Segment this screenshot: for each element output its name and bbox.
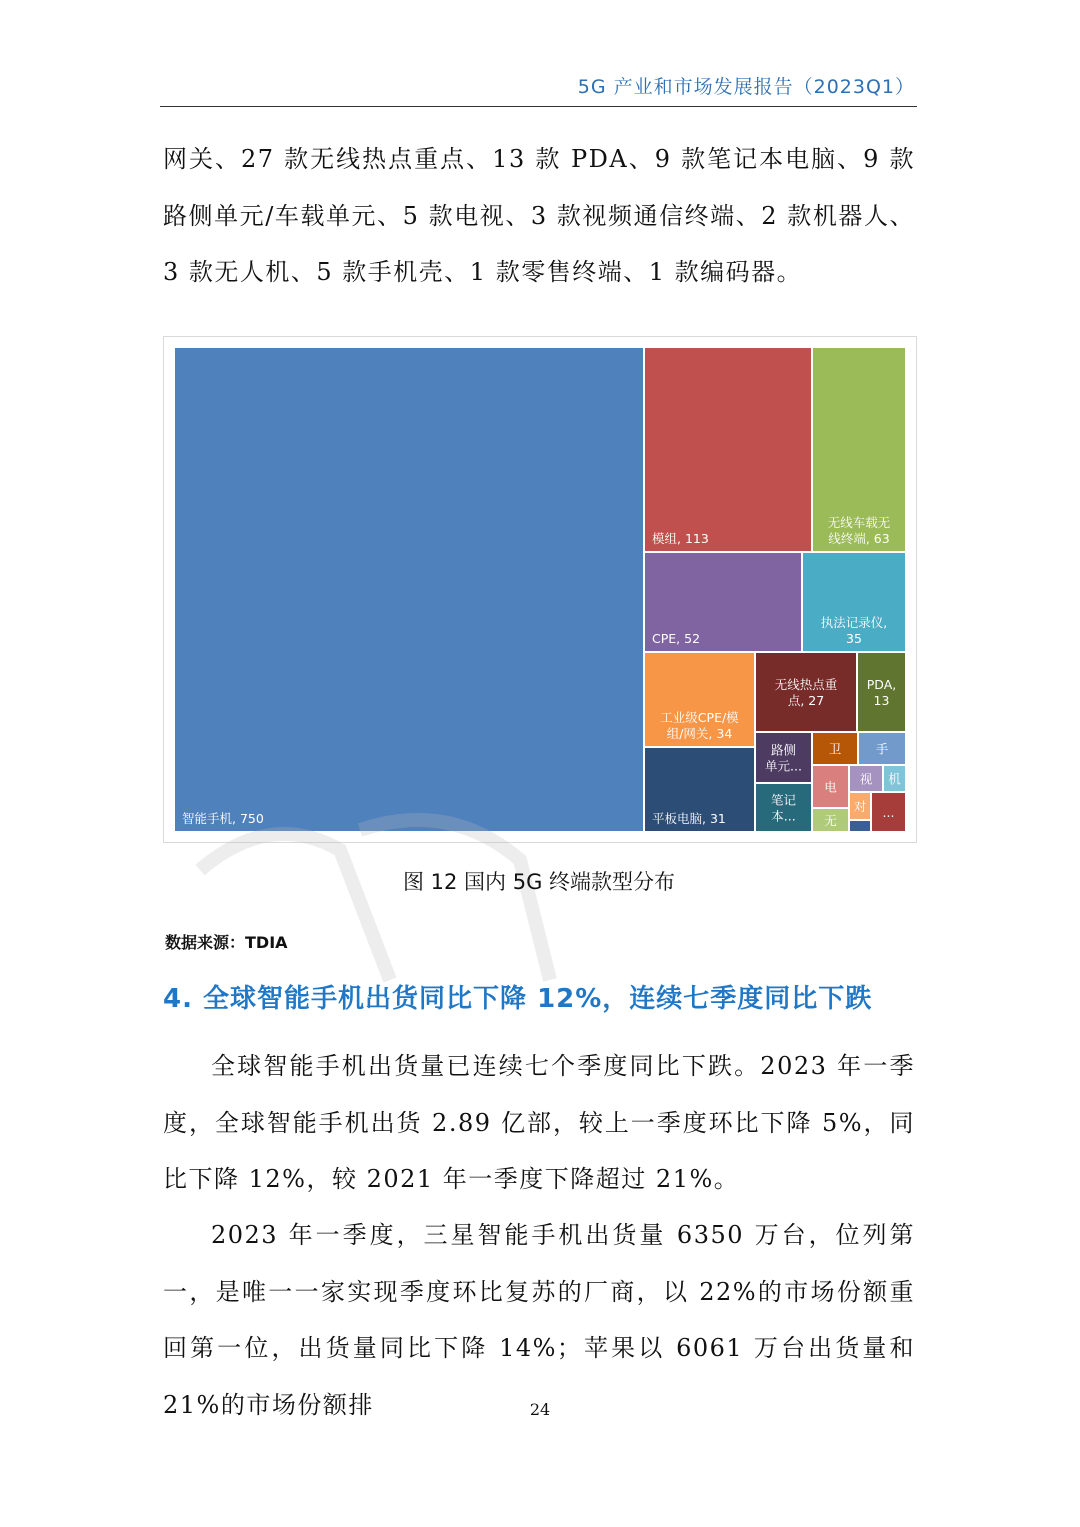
section-paragraph-1: 全球智能手机出货量已连续七个季度同比下跌。2023 年一季度，全球智能手机出货 2.89 亿部，较上一季度环比下降 5%，同比下降 12%，较 2021 年一季度下降超过 21%。 [163, 1052, 915, 1193]
treemap-svg [164, 337, 916, 842]
treemap-cell [175, 348, 643, 831]
treemap-label: 对 [853, 798, 867, 814]
treemap-cell [850, 821, 870, 831]
intro-paragraph: 网关、27 款无线热点重点、13 款 PDA、9 款笔记本电脑、9 款路侧单元/车载单元、5 款电视、3 款视频通信终端、2 款机器人、3 款无人机、5 款手机壳、1 款零售终端、1 款编码器。 [163, 145, 915, 286]
header-title: 5G 产业和市场发展报告（2023Q1） [577, 76, 915, 98]
treemap-label: 智能手机, 750 [182, 811, 264, 826]
treemap-label: 手 [875, 741, 889, 757]
treemap-label: 卫 [828, 741, 842, 757]
section-heading: 4. 全球智能手机出货同比下降 12%，连续七季度同比下跌 [163, 984, 873, 1014]
treemap-label: 无线热点重点, 27 [774, 676, 838, 708]
figure-caption: 图 12 国内 5G 终端款型分布 [402, 870, 676, 894]
treemap-label: 平板电脑, 31 [652, 811, 726, 826]
treemap-label: CPE, 52 [652, 631, 701, 646]
treemap-label: 视 [859, 771, 873, 787]
page-number: 24 [529, 1400, 551, 1419]
treemap-label: 模组, 113 [652, 531, 709, 546]
treemap-label: 笔记本... [770, 792, 797, 824]
treemap-label: PDA, 13 [866, 676, 897, 708]
treemap-cell [645, 348, 811, 551]
section-paragraph-2: 2023 年一季度，三星智能手机出货量 6350 万台，位列第一，是唯一一家实现季度环比复苏的厂商，以 22%的市场份额重回第一位，出货量同比下降 14%；苹果以 6061 万台出货量和 21%的市场份额排 [163, 1221, 915, 1419]
treemap-label: 无 [824, 812, 837, 828]
treemap-label: 工业级CPE/模组/网关, 34 [660, 710, 739, 741]
treemap-label: 路侧单元... [765, 742, 802, 774]
treemap-label: 机 [888, 771, 901, 787]
treemap-label: 无线车载无线终端, 63 [827, 515, 891, 546]
treemap-chart [163, 336, 917, 843]
header-rule [160, 106, 917, 107]
treemap-label: 执法记录仪, 35 [820, 615, 888, 646]
data-source: 数据来源：TDIA [165, 933, 288, 952]
treemap-label: 电 [824, 779, 837, 795]
treemap-label: ... [882, 804, 895, 820]
